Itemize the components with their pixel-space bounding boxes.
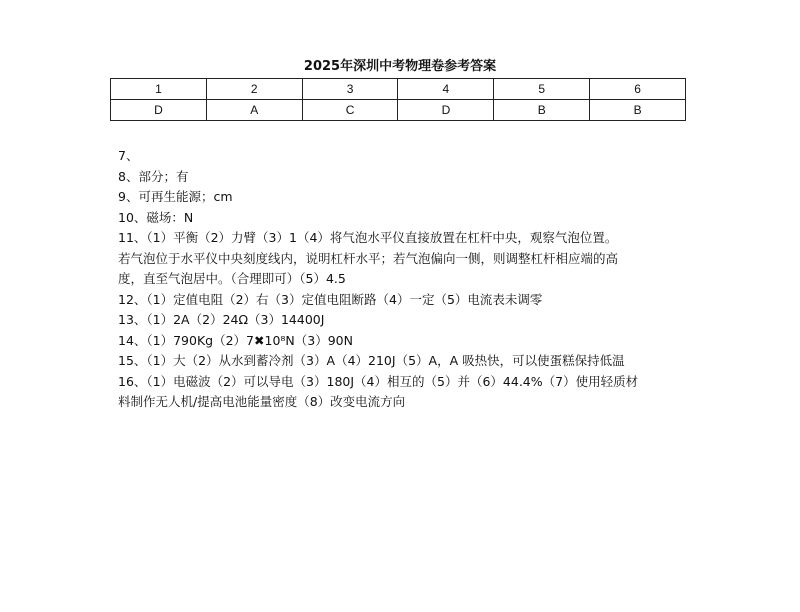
answer-line-12: 12、（1）定值电阻（2）右（3）定值电阻断路（4）一定（5）电流表未调零 <box>118 291 543 307</box>
answer-line-10: 10、磁场：N <box>118 209 194 225</box>
answer-list <box>118 146 698 413</box>
answer-table-header-row <box>111 79 686 100</box>
question-number-cell: 1 <box>111 79 207 100</box>
answer-line-14-suffix: 10⁸N（3）90N <box>264 332 353 348</box>
times-icon: ✖ <box>254 332 265 348</box>
question-number-cell: 4 <box>398 79 494 100</box>
answer-line-15: 15、（1）大（2）从水到蓄冷剂（3）A（4）210J（5）A，A 吸热快，可以使蛋糕保持低温 <box>118 353 625 368</box>
question-number-cell: 2 <box>206 79 302 100</box>
answer-line-14 <box>118 331 698 352</box>
answer-table <box>110 78 686 121</box>
answer-cell: A <box>206 100 302 121</box>
answer-line-9: 9、可再生能源；cm <box>118 189 233 204</box>
question-number-cell: 5 <box>494 79 590 100</box>
answer-line-13: 13、（1）2A（2）24Ω（3）14400J <box>118 312 325 327</box>
question-number-cell: 3 <box>302 79 398 100</box>
answer-cell: B <box>590 100 686 121</box>
question-number-cell: 6 <box>590 79 686 100</box>
answer-cell: B <box>494 100 590 121</box>
answer-line-16: 16、（1）电磁波（2）可以导电（3）180J（4）相互的（5）并（6）44.4%（7）使用轻质材 <box>118 373 639 389</box>
answer-table-answer-row <box>111 100 686 121</box>
document-title: 2025年深圳中考物理卷参考答案 <box>303 59 497 74</box>
answer-cell: D <box>111 100 207 121</box>
answer-line-11-continued: 度，直至气泡居中。（合理即可）（5）4.5 <box>118 271 346 286</box>
answer-cell: C <box>302 100 398 121</box>
answer-line-7: 7、 <box>118 148 139 163</box>
answer-line-8: 8、部分；有 <box>118 168 189 184</box>
answer-line-11: 11、（1）平衡（2）力臂（3）1（4）将气泡水平仪直接放置在杠杆中央，观察气泡位置。 <box>118 230 618 245</box>
answer-line-16-continued: 料制作无人机/提高电池能量密度（8）改变电流方向 <box>118 394 406 409</box>
answer-cell: D <box>398 100 494 121</box>
answer-line-11-continued: 若气泡位于水平仪中央刻度线内，说明杠杆水平；若气泡偏向一侧，则调整杠杆相应端的高 <box>118 250 619 266</box>
answer-line-14-prefix: 14、（1）790Kg（2）7 <box>118 332 255 348</box>
